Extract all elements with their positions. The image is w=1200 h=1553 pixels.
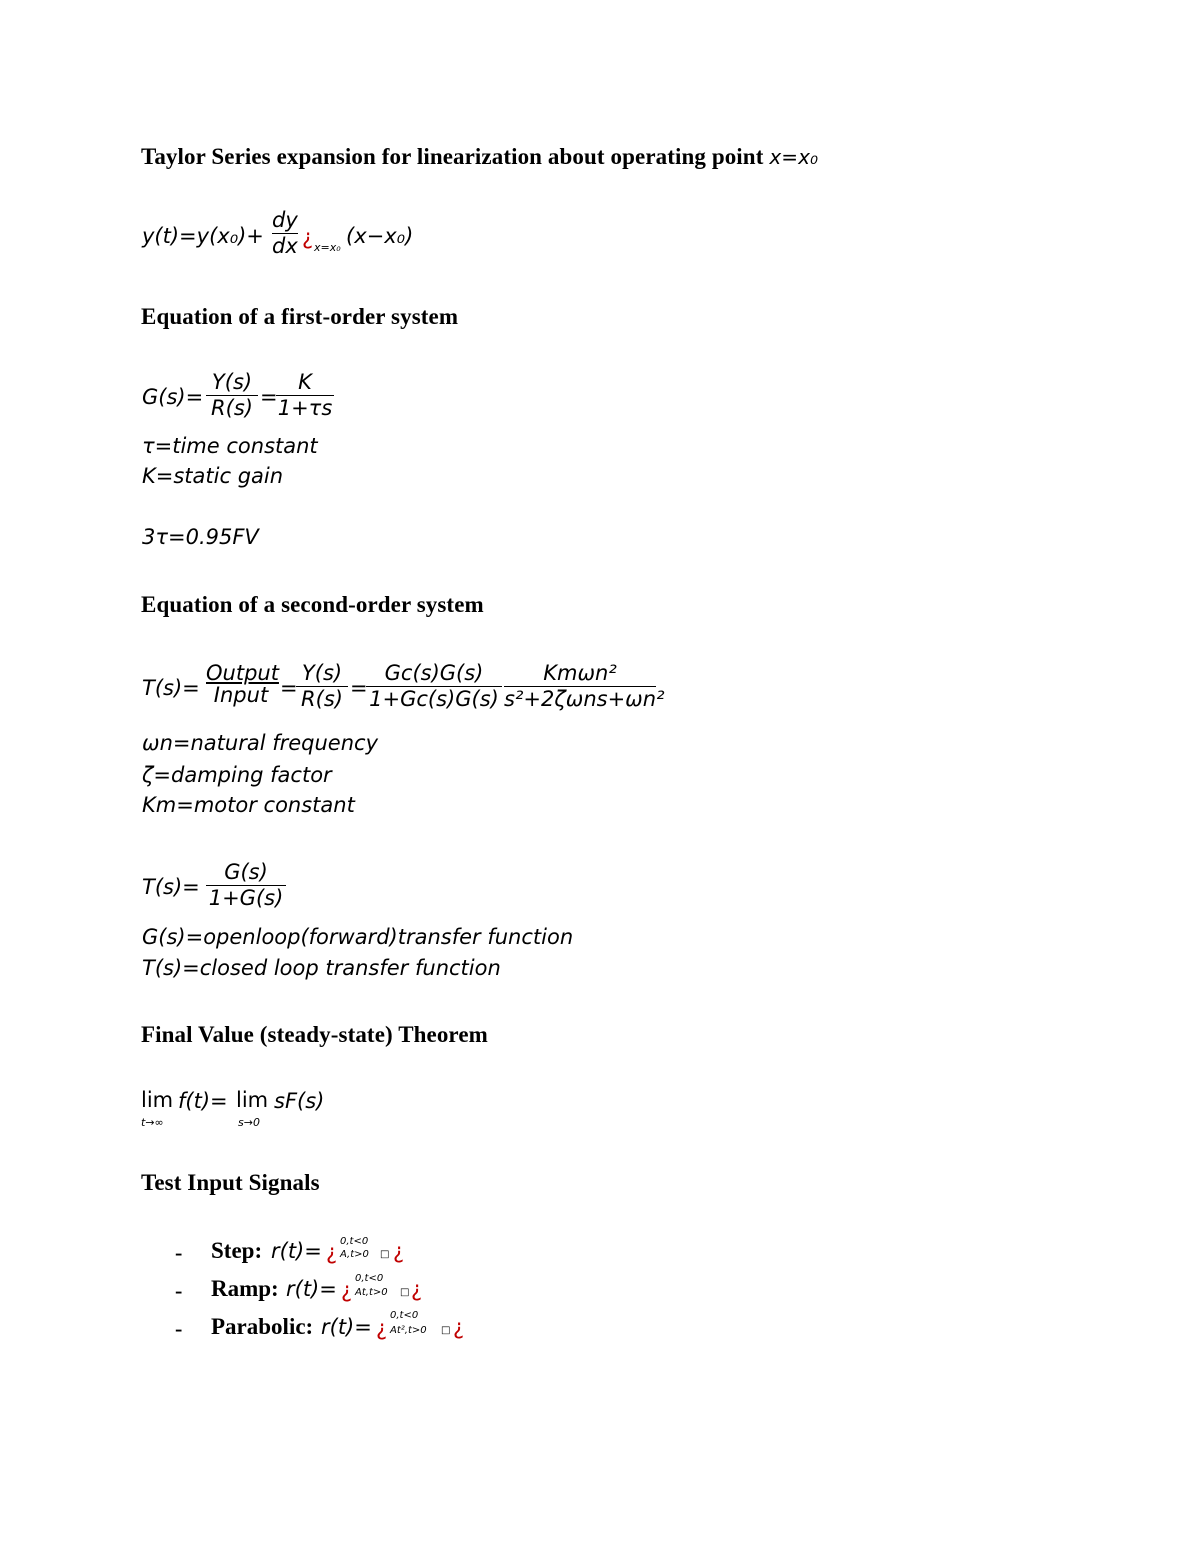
taylor-numerator: dy (272, 208, 298, 232)
km-definition: Km=motor constant (142, 793, 355, 817)
t-numerator-4: Kmωn² (543, 661, 617, 685)
t-denominator-4: s²+2ζωns+ωn² (504, 687, 665, 711)
signal-ramp-top: 0,t<0 (355, 1273, 384, 1284)
t-denominator-1: Input (213, 683, 269, 707)
fv-lim-1: lim (141, 1088, 174, 1112)
tc-lhs: T(s)= (142, 875, 200, 899)
inverted-question-glyph: ¿ (411, 1277, 423, 1301)
taylor-denominator: dx (272, 234, 298, 258)
tc-denominator: 1+G(s) (208, 886, 284, 910)
t-denominator-3: 1+Gc(s)G(s) (369, 687, 499, 711)
signal-step-expr: r(t)= (271, 1239, 322, 1263)
taylor-rhs: (x−x₀) (346, 224, 414, 248)
zeta-definition: ζ=damping factor (142, 763, 332, 787)
t-fraction-1 (206, 661, 279, 707)
k-definition: K=static gain (142, 464, 284, 488)
signal-parabolic-bottom: At²,t>0 (390, 1325, 427, 1336)
taylor-lhs: y(t)=y(x₀)+ (142, 224, 264, 248)
taylor-glyph: ¿ (302, 225, 314, 249)
t-lhs: T(s)= (142, 676, 200, 700)
first-order-heading: Equation of a first-order system (141, 304, 459, 329)
test-inputs-heading: Test Input Signals (141, 1170, 320, 1195)
signal-step-top: 0,t<0 (340, 1236, 369, 1247)
taylor-heading-text: Taylor Series expansion for linearization about operating point (141, 144, 764, 169)
g-equals: = (260, 385, 278, 409)
fv-sub-1: t→∞ (141, 1116, 164, 1129)
box-glyph: □ (441, 1325, 451, 1336)
bullet-marker: - (175, 1278, 183, 1303)
g-fraction-2 (276, 372, 334, 419)
t-numerator-2: Y(s) (301, 661, 343, 685)
t-fraction-3 (366, 663, 502, 710)
t-fraction-4 (504, 661, 665, 711)
box-glyph: □ (400, 1287, 410, 1298)
signal-ramp-bottom: At,t>0 (355, 1287, 388, 1298)
settling-equation: 3τ=0.95FV (142, 525, 259, 549)
g-denominator-2: 1+τs (277, 396, 333, 420)
inverted-question-glyph: ¿ (453, 1315, 465, 1339)
fv-sub-2: s→0 (238, 1116, 260, 1129)
t-numerator-3: Gc(s)G(s) (384, 661, 484, 685)
t-denominator-2: R(s) (301, 687, 343, 711)
taylor-heading-math: x=x₀ (769, 145, 819, 169)
taylor-subscript: x=x₀ (314, 241, 341, 254)
t-closed-definition: T(s)=closed loop transfer function (142, 956, 501, 980)
taylor-fraction (272, 210, 298, 257)
t-fraction-2 (296, 663, 348, 710)
g-lhs: G(s)= (142, 385, 204, 409)
fv-middle: f(t)= (178, 1089, 228, 1113)
bullet-marker: - (175, 1240, 183, 1265)
g-open-definition: G(s)=openloop(forward)transfer function (142, 925, 574, 949)
signal-parabolic-label: Parabolic: (211, 1314, 314, 1339)
fv-rhs: sF(s) (274, 1089, 325, 1113)
g-numerator-1: Y(s) (211, 370, 253, 394)
taylor-heading (141, 144, 818, 170)
signal-step-label: Step: (211, 1238, 263, 1263)
signal-step-bottom: A,t>0 (340, 1249, 369, 1260)
box-glyph: □ (380, 1249, 390, 1260)
tc-fraction (206, 862, 286, 909)
g-fraction-1 (206, 372, 258, 419)
g-numerator-2: K (298, 370, 312, 394)
final-value-heading: Final Value (steady-state) Theorem (141, 1022, 488, 1047)
fv-lim-2: lim (236, 1088, 269, 1112)
inverted-question-glyph: ¿ (393, 1239, 405, 1263)
signal-parabolic-expr: r(t)= (321, 1315, 372, 1339)
signal-ramp-expr: r(t)= (286, 1277, 337, 1301)
signal-ramp-label: Ramp: (211, 1276, 279, 1301)
t-equals-1: = (280, 676, 298, 700)
inverted-question-glyph: ¿ (341, 1278, 353, 1302)
inverted-question-glyph: ¿ (376, 1316, 388, 1340)
wn-definition: ωn=natural frequency (142, 731, 379, 755)
tau-definition: τ=time constant (142, 434, 318, 458)
second-order-heading: Equation of a second-order system (141, 592, 484, 617)
t-equals-2: = (350, 676, 368, 700)
inverted-question-glyph: ¿ (326, 1240, 338, 1264)
bullet-marker: - (175, 1316, 183, 1341)
tc-numerator: G(s) (224, 860, 268, 884)
t-numerator-1: Output (206, 661, 279, 685)
g-denominator-1: R(s) (211, 396, 253, 420)
signal-parabolic-top: 0,t<0 (390, 1310, 419, 1321)
